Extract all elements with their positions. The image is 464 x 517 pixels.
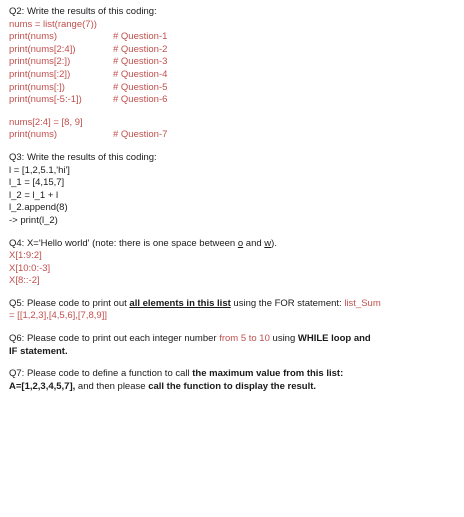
code-comment: # Question-2 [113,43,168,55]
code-line [9,19,457,32]
code-text: print(nums) [9,129,58,141]
q7-bold-1: the maximum value from this list: [192,368,344,380]
q5-line-2: = [[1,2,3],[4,5,6],[7,8,9]] [9,310,107,322]
code-line [9,117,457,130]
code-line: X[10:0:-3] [9,262,51,274]
code-text: nums = list(range(7)) [9,18,97,30]
code-text: print(nums[:]) [9,81,65,93]
code-line: l_2.append(8) [9,202,68,214]
q5-prefix: Q5: Please code to print out [9,297,130,309]
q5-line-1 [9,298,457,311]
q7-bold-2: call the function to display the result. [148,380,317,392]
q4-prefix: Q4: X='Hello world' (note: there is one space between [9,237,238,249]
code-text: print(nums[:2]) [9,68,71,80]
code-line: l_2 = l_1 + l [9,189,59,201]
q6-middle: using [269,333,298,345]
q7-prefix: Q7: Please code to define a function to call [9,368,193,380]
q5-middle: using the FOR statement: [230,297,345,309]
q6-bold-1: WHILE loop and [297,333,371,345]
code-comment: # Question-4 [113,68,168,80]
code-line: -> print(l_2) [9,214,58,226]
code-text: print(nums[2:4]) [9,43,76,55]
q2-code-block [9,19,457,107]
document-page [9,6,457,393]
code-line: l = [1,2,5.1,'hi'] [9,164,70,176]
code-line [9,82,457,95]
q2-title: Q2: Write the results of this coding: [9,6,157,17]
code-line [9,69,457,82]
code-line: X[8::-2] [9,275,40,287]
q6-line-2: IF statement. [9,345,68,357]
code-line: l_1 = [4,15,7] [9,177,65,189]
code-comment: # Question-5 [113,81,168,93]
code-line [9,56,457,69]
code-text: nums[2:4] = [8, 9] [9,116,83,128]
code-comment: # Question-3 [113,56,168,68]
q6-line-1 [9,333,457,346]
q4-suffix: ). [271,237,277,249]
q4-and: and [243,237,265,249]
q7-line-2 [9,381,457,394]
code-line [9,94,457,107]
q5-bold: all elements in this list [129,297,231,309]
code-line [9,44,457,57]
code-comment: # Question-7 [113,129,168,141]
q4-letter-w: w [264,237,272,249]
q2-code-block-2 [9,117,457,142]
code-line: X[1:9:2] [9,250,42,262]
q4-letter-o: o [237,237,244,249]
code-text: print(nums) [9,31,58,43]
q7-mid: and then please [75,380,149,392]
code-comment: # Question-1 [113,31,168,43]
q3-title: Q3: Write the results of this coding: [9,151,157,163]
q7-list: A=[1,2,3,4,5,7], [9,380,76,392]
q4-code-block [9,250,457,288]
q7-line-1 [9,368,457,381]
code-line [9,31,457,44]
q6-prefix: Q6: Please code to print out each integer number [9,333,220,345]
code-line [9,129,457,142]
code-text: print(nums[2:]) [9,56,71,68]
q4-title [9,238,457,251]
code-comment: # Question-6 [113,94,168,106]
q3-code-block [9,165,457,228]
q5-list-name: list_Sum [344,297,381,309]
q6-range: from 5 to 10 [219,333,270,345]
code-text: print(nums[-5:-1]) [9,94,82,106]
